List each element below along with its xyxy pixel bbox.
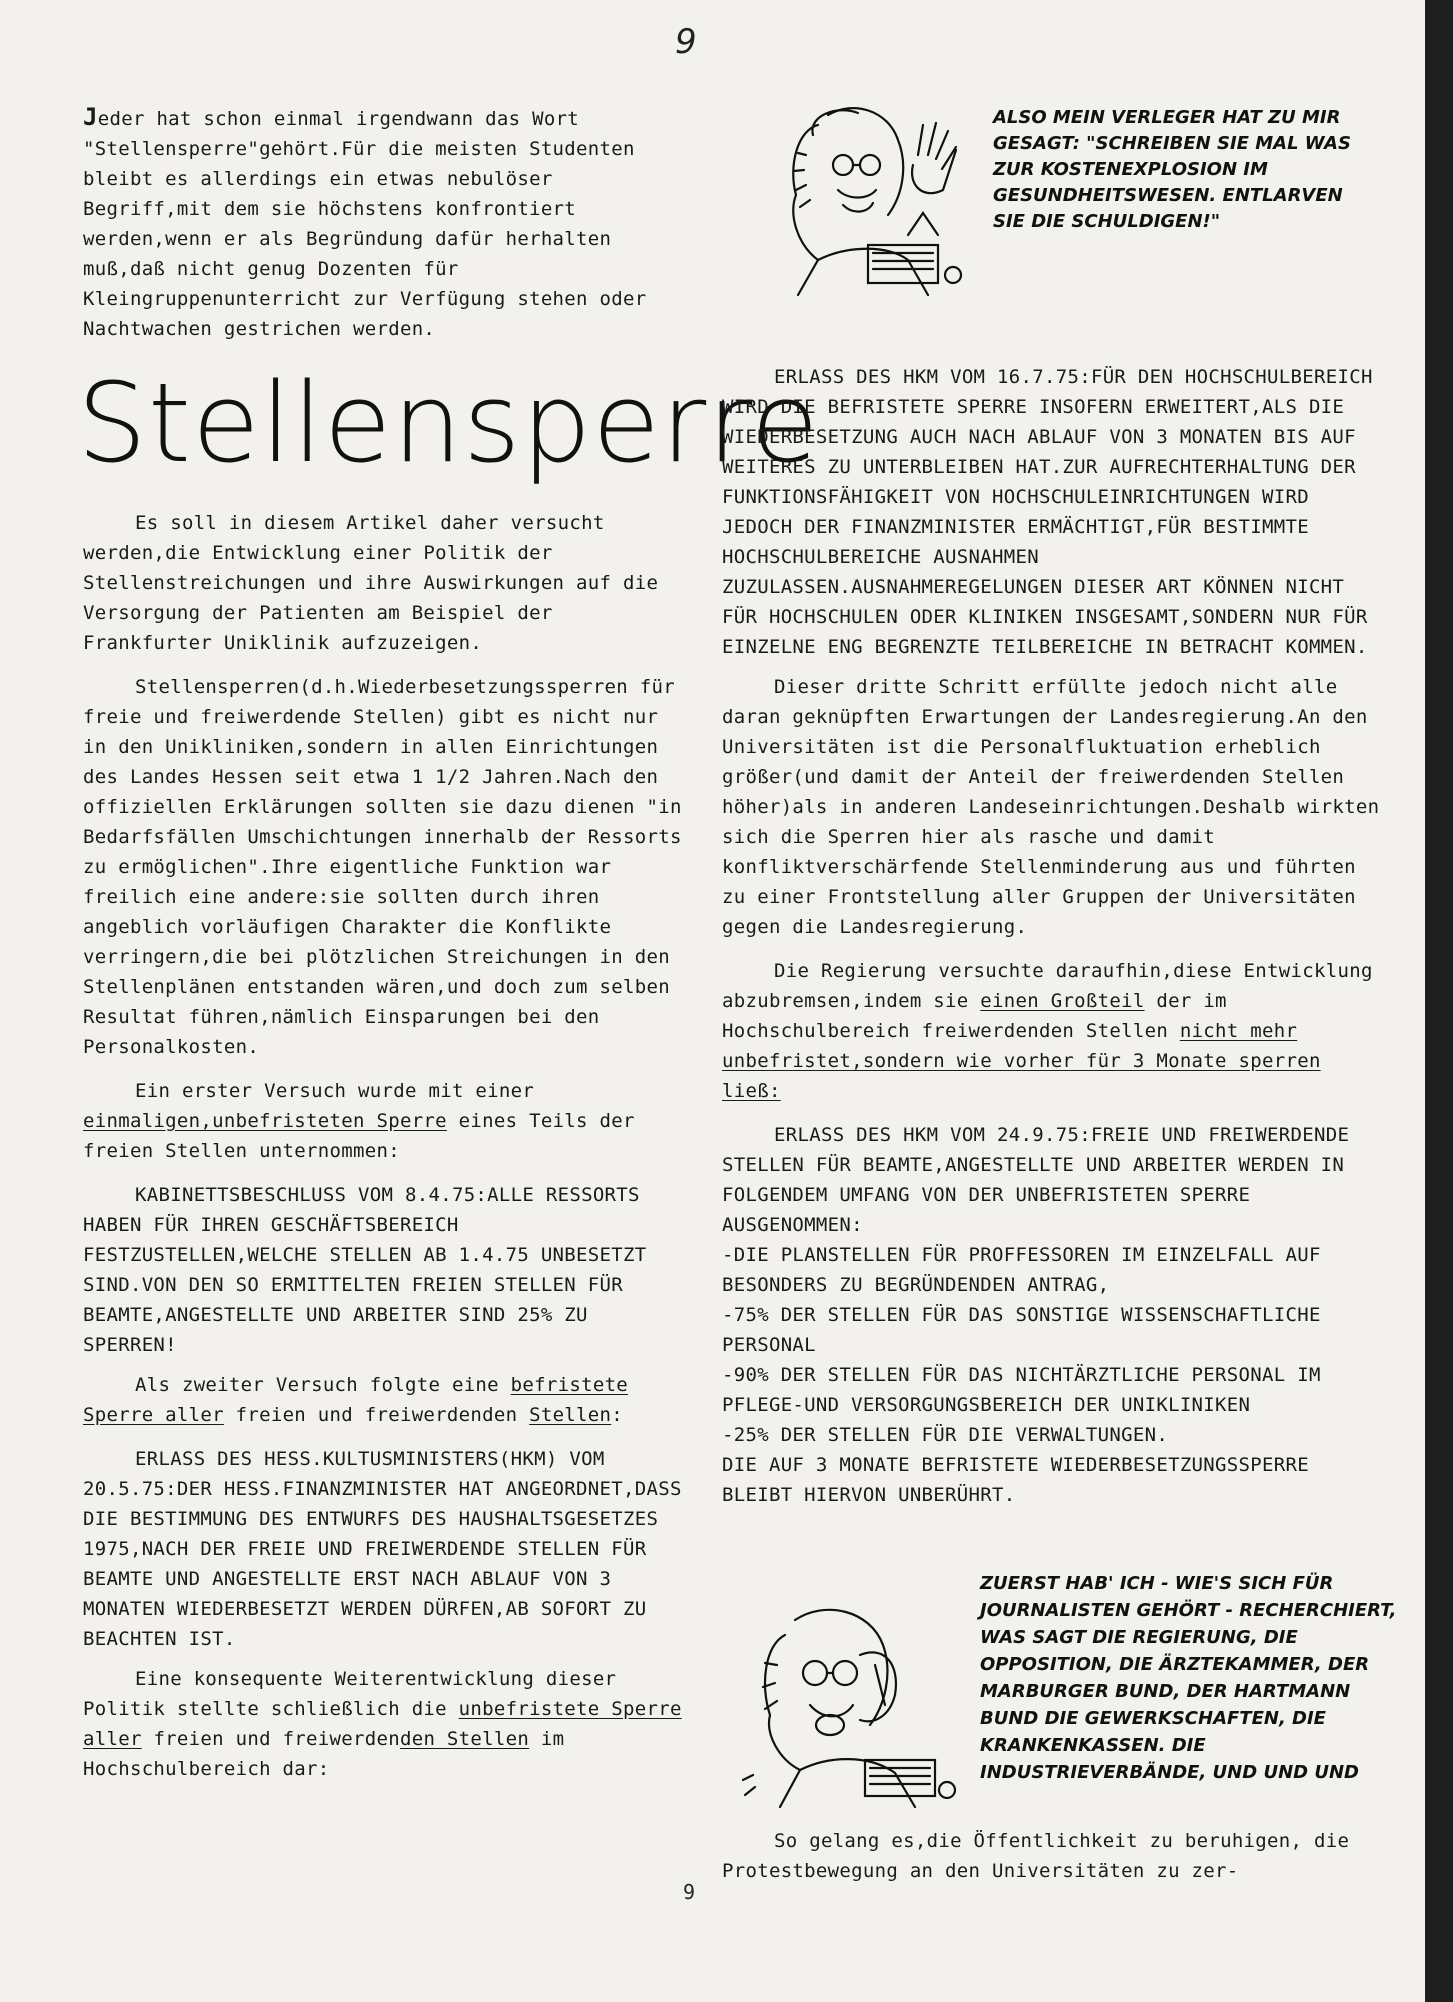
p3-text-end: eines Teils der freien Stellen unternommen:	[83, 1110, 635, 1162]
decree-cabinet-8-4-75: KABINETTSBESCHLUSS VOM 8.4.75:ALLE RESSORTS HABEN FÜR IHREN GESCHÄFTSBEREICH FESTZUSTELLEN,WELCHE STELLEN AB 1.4.75 UNBESETZT SIND.VON DEN SO ERMITTELTEN FREIEN STELLEN FÜR BEAMTE,ANGESTELLTE UND ARBEITER SIND 25% ZU SPERREN!	[83, 1184, 647, 1356]
paragraph-1: Es soll in diesem Artikel daher versucht werden,die Entwicklung einer Politik der Stellenstreichungen und ihre Auswirkungen auf die Versorgung der Patienten am Beispiel der Frankfurter Uniklinik aufzuzeigen.	[83, 512, 659, 654]
intro-paragraph	[83, 102, 693, 344]
p7-text: Die Regierung versuchte daraufhin,diese Entwicklung abzubremsen,indem sie	[722, 960, 1373, 1012]
intro-text: eder hat schon einmal irgendwann das Wort "Stellensperre"gehört.Für die meisten Studenten bleibt es allerdings ein etwas nebulöser Begriff,mit dem sie höchstens konfrontiert werden,wenn er als Begründung dafür herhalten muß,daß nicht genug Dozenten für Kleingruppenunterricht zur Verfügung stehen oder Nachtwachen gestrichen werden.	[83, 108, 647, 340]
p4-underlined-2: Stellen	[529, 1404, 612, 1426]
paragraph-2: Stellensperren(d.h.Wiederbesetzungssperren für freie und freiwerdende Stellen) gibt es nicht nur in den Unikliniken,sondern in allen Einrichtungen des Landes Hessen seit etwa 1 1/2 Jahren.Nach den offiziellen Erklärungen sollten sie dazu dienen "in Bedarfsfällen Umschichtungen innerhalb der Ressorts zu ermöglichen".Ihre eigentliche Funktion war freilich eine andere:sie sollten durch ihren angeblich vorläufigen Charakter die Konflikte verringern,die bei plötzlichen Streichungen in den Stellenplänen entstanden wären,und doch zum selben Resultat führen,nämlich Einsparungen bei den Personalkosten.	[83, 676, 682, 1058]
list-item: -25% DER STELLEN FÜR DIE VERWALTUNGEN.	[722, 1424, 1169, 1446]
page-number-bottom: 9	[683, 1880, 696, 1904]
journalist-phone-cartoon-illustration	[735, 1595, 965, 1810]
cartoon-bottom-caption: ZUERST HAB' ICH - WIE'S SICH FÜR JOURNALISTEN GEHÖRT - RECHERCHIERT, WAS SAGT DIE REGIERUNG, DIE OPPOSITION, DIE ÄRZTEKAMMER, DER MARBURGER BUND, DER HARTMANN BUND DIE GEWERKSCHAFTEN, DIE KRANKENKASSEN. DIE INDUSTRIEVERBÄNDE, UND UND UND	[980, 1573, 1397, 1783]
p5-text-end: im Hochschulbereich dar:	[83, 1728, 565, 1780]
p7-underlined: einen Großteil	[980, 990, 1145, 1012]
paragraph-4	[83, 1370, 693, 1430]
paragraph-5	[83, 1664, 693, 1784]
p3-underlined: einmaligen,unbefristeten Sperre	[83, 1110, 447, 1132]
paragraph-7	[722, 956, 1382, 1106]
decree-closing: DIE AUF 3 MONATE BEFRISTETE WIEDERBESETZUNGSSPERRE BLEIBT HIERVON UNBERÜHRT.	[722, 1454, 1309, 1506]
cartoon-top-caption: ALSO MEIN VERLEGER HAT ZU MIR GESAGT: "SCHREIBEN SIE MAL WAS ZUR KOSTENEXPLOSION IM GESUNDHEITSWESEN. ENTLARVEN SIE DIE SCHULDIGEN!"	[993, 107, 1351, 232]
decree-hkm-16-7-75: ERLASS DES HKM VOM 16.7.75:FÜR DEN HOCHSCHULBEREICH WIRD DIE BEFRISTETE SPERRE INSOFERN ERWEITERT,ALS DIE WIEDERBESETZUNG AUCH NACH ABLAUF VON 3 MONATEN BIS AUF WEITERES ZU UNTERBLEIBEN HAT.ZUR AUFRECHTERHALTUNG DER FUNKTIONSFÄHIGKEIT VON HOCHSCHULEINRICHTUNGEN WIRD JEDOCH DER FINANZMINISTER ERMÄCHTIGT,FÜR BESTIMMTE HOCHSCHULBEREICHE AUSNAHMEN ZUZULASSEN.AUSNAHMEREGELUNGEN DIESER ART KÖNNEN NICHT FÜR HOCHSCHULEN ODER KLINIKEN INSGESAMT,SONDERN NUR FÜR EINZELNE ENG BEGRENZTE TEILBEREICHE IN BETRACHT KOMMEN.	[722, 366, 1373, 658]
p4-text-mid: freien und freiwerdenden	[223, 1404, 530, 1426]
paragraph-8: So gelang es,die Öffentlichkeit zu beruhigen, die Protestbewegung an den Universitäten zu zer-	[722, 1830, 1350, 1882]
drop-cap: J	[83, 103, 98, 131]
p5-underlined-2: den Stellen	[399, 1728, 530, 1750]
binding-edge	[1425, 0, 1453, 2002]
paragraph-6: Dieser dritte Schritt erfüllte jedoch nicht alle daran geknüpften Erwartungen der Landesregierung.An den Universitäten ist die Personalfluktuation erheblich größer(und damit der Anteil der freiwerdenden Stellen höher)als in anderen Landeseinrichtungen.Deshalb wirkten sich die Sperren hier als rasche und damit konfliktverschärfende Stellenminderung aus und führten zu einer Frontstellung aller Gruppen der Universitäten gegen die Landesregierung.	[722, 676, 1380, 938]
right-column	[722, 362, 1382, 1520]
p4-underlined: befristete Sperre aller	[83, 1374, 629, 1426]
p5-underlined: unbefristete Sperre aller	[83, 1698, 682, 1750]
p4-text-end: :	[611, 1404, 624, 1426]
p5-text-mid: freien und freiwerden	[141, 1728, 400, 1750]
list-item: -DIE PLANSTELLEN FÜR PROFFESSOREN IM EINZELFALL AUF BESONDERS ZU BEGRÜNDENDEN ANTRAG,	[722, 1244, 1321, 1296]
left-column	[77, 102, 820, 1798]
decree-hkm-20-5-75: ERLASS DES HESS.KULTUSMINISTERS(HKM) VOM 20.5.75:DER HESS.FINANZMINISTER HAT ANGEORDNET,DASS DIE BESTIMMUNG DES ENTWURFS DES HAUSHALTSGESETZES 1975,NACH DER FREIE UND FREIWERDENDE STELLEN FÜR BEAMTE UND ANGESTELLTE ERST NACH ABLAUF VON 3 MONATEN WIEDERBESETZT WERDEN DÜRFEN,AB SOFORT ZU BEACHTEN IST.	[83, 1448, 682, 1650]
list-item: -75% DER STELLEN FÜR DAS SONSTIGE WISSENSCHAFTLICHE PERSONAL	[722, 1304, 1321, 1356]
journalist-cartoon-illustration	[758, 95, 973, 300]
p3-text: Ein erster Versuch wurde mit einer	[135, 1080, 535, 1102]
list-item: -90% DER STELLEN FÜR DAS NICHTÄRZTLICHE PERSONAL IM PFLEGE-UND VERSORGUNGSBEREICH DER UNIKLINIKEN	[722, 1364, 1321, 1416]
p4-text: Als zweiter Versuch folgte eine	[135, 1374, 511, 1396]
decree-hkm-24-9-75: ERLASS DES HKM VOM 24.9.75:FREIE UND FREIWERDENDE STELLEN FÜR BEAMTE,ANGESTELLTE UND ARBEITER WERDEN IN FOLGENDEM UMFANG VON DER UNBEFRISTETEN SPERRE AUSGENOMMEN:	[722, 1124, 1350, 1236]
paragraph-3	[83, 1076, 693, 1166]
page-number-top: 9	[675, 22, 697, 62]
p5-text: Eine konsequente Weiterentwicklung dieser Politik stellte schließlich die	[83, 1668, 617, 1720]
exemption-list	[722, 1240, 1382, 1450]
article-title: Stellensperre	[77, 359, 820, 487]
p7-text-mid: der im Hochschulbereich freiwerdenden Stellen	[722, 990, 1227, 1042]
p7-underlined-2: nicht mehr unbefristet,sondern wie vorher für 3 Monate sperren ließ:	[722, 1020, 1321, 1102]
